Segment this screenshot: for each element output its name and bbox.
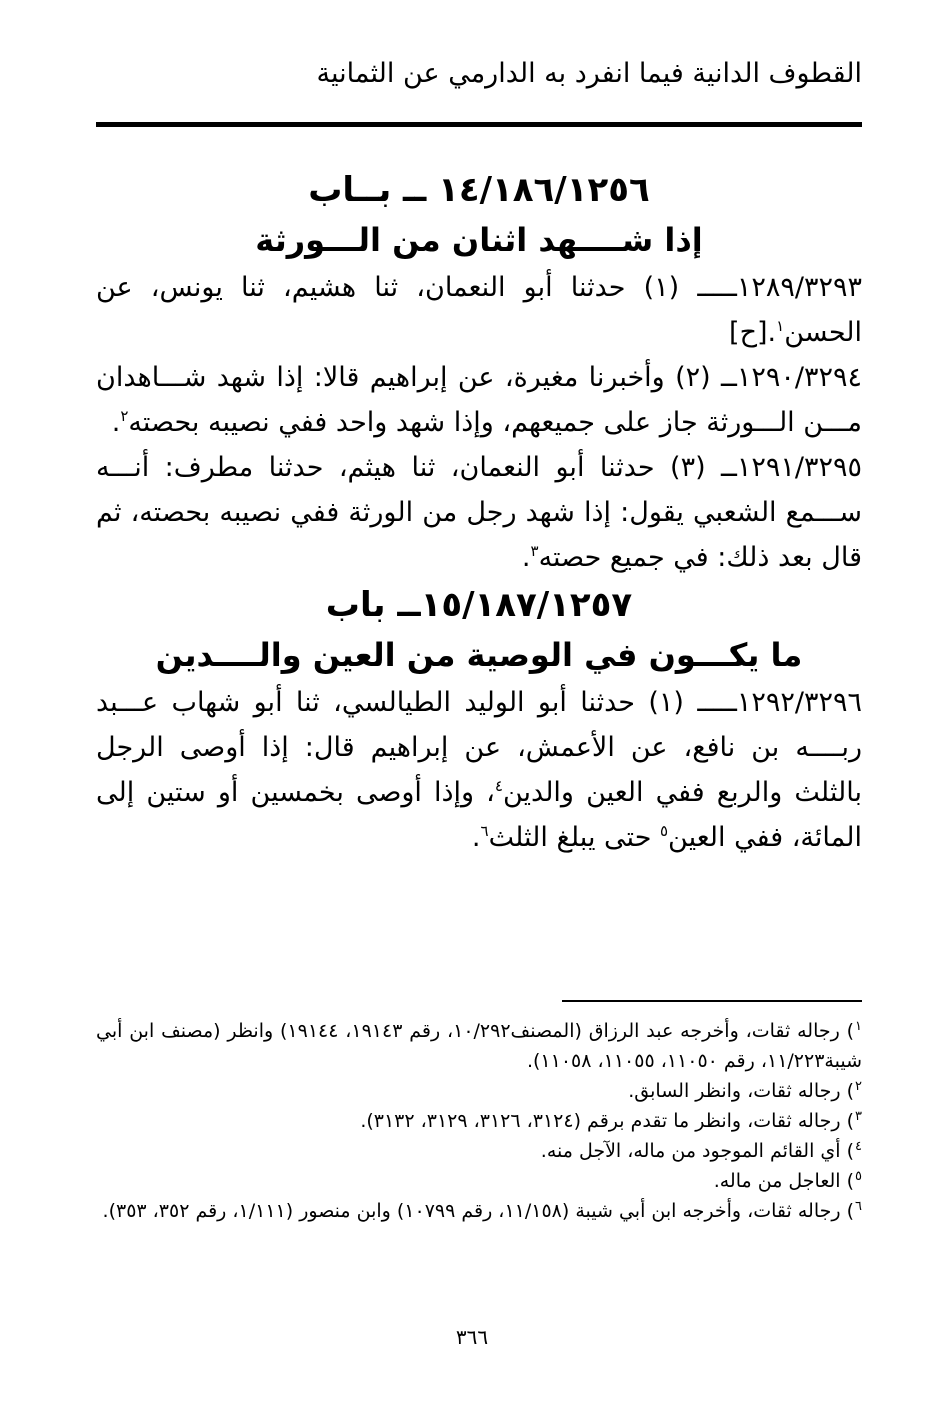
hadith-paragraph bbox=[96, 355, 862, 445]
footnote-mark: ١ bbox=[855, 1018, 862, 1034]
footnote-mark: ٥ bbox=[855, 1168, 862, 1184]
hadith-text: ـــــ (١) حدثنا أبو النعمان، ثنا هشيم، ثنا يونس، عن الحسن bbox=[96, 272, 862, 348]
footnotes bbox=[96, 1016, 862, 1226]
footnote-text: رجاله ثقات، وأخرجه عبد الرزاق (المصنف١٠/٢٩٢، رقم ١٩١٤٣، ١٩١٤٤) وانظر (مصنف ابن أبي شيبة١١/٢٢٣، رقم ١١٠٥٠، ١١٠٥٥، ١١٠٥٨). bbox=[96, 1020, 862, 1072]
footnote-text: رجاله ثقات، وانظر السابق. bbox=[628, 1080, 841, 1102]
footnote-ref[interactable]: ٤ bbox=[494, 777, 503, 795]
hadith-paragraph bbox=[96, 445, 862, 580]
hadith-text: ــ (٢) وأخبرنا مغيرة، عن إبراهيم قالا: إذا شهد شـــاهدان مـــن الـــورثة جاز على جميعهم، وإذا شهد واحد ففي نصيبه بحصته bbox=[96, 362, 862, 438]
footnote-item: $^٦$) رجاله ثقات، وأخرجه ابن أبي شيبة (١١/١٥٨، رقم ١٠٧٩٩) وابن منصور (١/١١١، رقم ٣٥٢، ٣٥٣). bbox=[102, 1198, 862, 1222]
main-text bbox=[96, 165, 862, 860]
footnote-text: أي القائم الموجود من ماله، الآجل منه. bbox=[540, 1140, 841, 1162]
hadith-paragraph bbox=[96, 680, 862, 860]
footnote-ref[interactable]: ٦ bbox=[480, 822, 489, 840]
chapter-title: إذا شــــهد اثنان من الـــورثة bbox=[255, 221, 703, 259]
hadith-number: ١٢٩١/٣٢٩٥ bbox=[736, 452, 862, 483]
footnote-mark: ٦ bbox=[855, 1198, 862, 1214]
hadith-text: ــ (٣) حدثنا أبو النعمان، ثنا هيثم، حدثنا مطرف: أنـــه ســـمع الشعبي يقول: إذا شهد رجل من الورثة ففي نصيبه بحصته، ثم قال بعد ذلك: في جميع حصته bbox=[96, 452, 862, 573]
hadith-number: ١٢٩٠/٣٢٩٤ bbox=[736, 362, 862, 393]
footnote-mark: ٤ bbox=[855, 1138, 862, 1154]
hadith-number: ١٢٨٩/٣٢٩٣ bbox=[736, 272, 862, 303]
header-rule bbox=[96, 122, 862, 127]
hadith-paragraph bbox=[96, 265, 862, 355]
footnote-item: $^١$) رجاله ثقات، وأخرجه عبد الرزاق (المصنف١٠/٢٩٢، رقم ١٩١٤٣، ١٩١٤٤) وانظر (مصنف ابن أبي شيبة١١/٢٢٣، رقم ١١٠٥٠، ١١٠٥٥، ١١٠٥٨). bbox=[96, 1018, 862, 1072]
hadith-number: ١٢٩٢/٣٢٩٦ bbox=[736, 687, 862, 718]
hadith-text-end: . bbox=[521, 542, 531, 573]
hadith-text: حتى يبلغ الثلث bbox=[488, 822, 660, 853]
hadith-text-end: . bbox=[111, 407, 121, 438]
footnote-ref[interactable]: ١ bbox=[776, 317, 785, 335]
chapter-number-line: ١٤/١٨٦/١٢٥٦ ــ بــاب bbox=[308, 170, 650, 210]
footnote-mark: ٣ bbox=[855, 1108, 862, 1124]
footnote-ref[interactable]: ٢ bbox=[120, 407, 129, 425]
running-title: القطوف الدانية فيما انفرد به الدارمي عن الثمانية bbox=[316, 58, 862, 89]
hadith-text: ـــــ (١) حدثنا أبو الوليد الطيالسي، ثنا أبو شهاب عـــبد ربــــه بن نافع، عن الأعمش، عن إبراهيم قال: إذا أوصى الرجل بالثلث والربع ففي العين والدين bbox=[96, 687, 862, 808]
footnote-text: العاجل من ماله. bbox=[713, 1170, 841, 1192]
footnote-mark: ٢ bbox=[855, 1078, 862, 1094]
page-number: ٣٦٦ bbox=[455, 1325, 489, 1349]
chapter-number-line: ١٥/١٨٧/١٢٥٧ــ باب bbox=[325, 585, 633, 625]
chapter-title: ما يكـــون في الوصية من العين والــــدين bbox=[155, 636, 803, 674]
hadith-text-end: . bbox=[471, 822, 481, 853]
footnote-item: $^٥$) العاجل من ماله. bbox=[713, 1168, 862, 1192]
hadith-text-end: .[ح] bbox=[729, 317, 777, 348]
footnote-item: $^٤$) أي القائم الموجود من ماله، الآجل منه. bbox=[540, 1138, 862, 1162]
footnote-item: $^٢$) رجاله ثقات، وانظر السابق. bbox=[628, 1078, 862, 1102]
footnote-ref[interactable]: ٣ bbox=[530, 542, 539, 560]
footnote-text: رجاله ثقات، وأخرجه ابن أبي شيبة (١١/١٥٨، رقم ١٠٧٩٩) وابن منصور (١/١١١، رقم ٣٥٢، ٣٥٣). bbox=[102, 1200, 841, 1222]
footnote-separator bbox=[562, 1000, 862, 1002]
footnote-text: رجاله ثقات، وانظر ما تقدم برقم (٣١٢٤، ٣١٢٦، ٣١٢٩، ٣١٣٢). bbox=[360, 1110, 841, 1132]
footnote-ref[interactable]: ٥ bbox=[659, 822, 669, 840]
hadith-text: ، وإذا أوصى بخمسين أو ستين إلى المائة، ففي العين bbox=[96, 777, 862, 853]
footnote-item: $^٣$) رجاله ثقات، وانظر ما تقدم برقم (٣١٢٤، ٣١٢٦، ٣١٢٩، ٣١٣٢). bbox=[360, 1108, 862, 1132]
